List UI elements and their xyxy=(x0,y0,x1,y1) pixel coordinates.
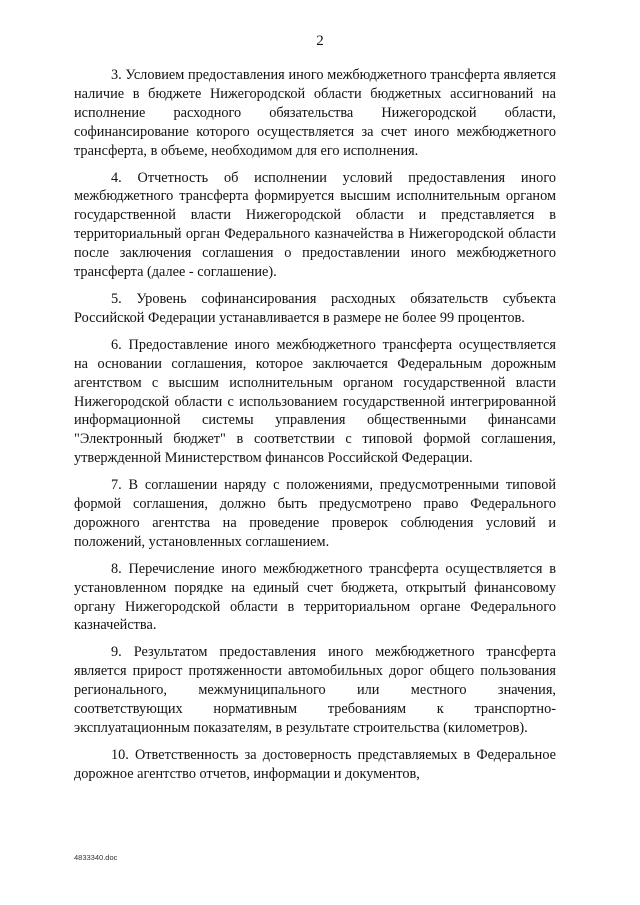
paragraph-6: 6. Предоставление иного межбюджетного трансферта осуществляется на основании соглашения, которое заключается Федеральным дорожным агентством с высшим исполнительным органом государственной власти Нижегородской области с использованием государственной интегрированной информационной системы управления общественными финансами "Электронный бюджет" в соответствии с типовой формой соглашения, утвержденной Министерством финансов Российской Федерации. xyxy=(74,336,556,467)
paragraph-5: 5. Уровень софинансирования расходных обязательств субъекта Российской Федерации устанавливается в размере не более 99 процентов. xyxy=(74,290,556,326)
page-number: 2 xyxy=(316,33,324,49)
paragraph-3: 3. Условием предоставления иного межбюджетного трансферта является наличие в бюджете Нижегородской области бюджетных ассигнований на исполнение расходного обязательства Нижегородской области, софинансирование которого осуществляется за счет иного межбюджетного трансферта, в объеме, необходимом для его исполнения. xyxy=(74,67,556,159)
paragraph-7: 7. В соглашении наряду с положениями, предусмотренными типовой формой соглашения, должно быть предусмотрено право Федерального дорожного агентства на проведение проверок соблюдения условий и положений, установленных соглашением. xyxy=(74,477,556,550)
footer-doc-code: 4833340.doc xyxy=(74,853,118,862)
paragraph-8: 8. Перечисление иного межбюджетного трансферта осуществляется в установленном порядке на единый счет бюджета, открытый финансовому органу Нижегородской области в территориальном органе Федерального казначейства. xyxy=(74,560,556,634)
paragraph-10: 10. Ответственность за достоверность представляемых в Федеральное дорожное агентство отчетов, информации и документов, xyxy=(74,746,556,782)
paragraph-4: 4. Отчетность об исполнении условий предоставления иного межбюджетного трансферта формируется высшим исполнительным органом государственной власти Нижегородской области и представляется в территориальный орган Федерального казначейства в Нижегородской области после заключения соглашения о предоставлении иного межбюджетного трансферта (далее - соглашение). xyxy=(74,169,556,281)
paragraph-9: 9. Результатом предоставления иного межбюджетного трансферта является прирост протяженности автомобильных дорог общего пользования регионального, межмуниципального или местного значения, соответствующих нормативным требованиям к транспортно-эксплуатационным показателям, в результате строительства (километров). xyxy=(74,644,556,736)
document-body xyxy=(74,66,556,792)
